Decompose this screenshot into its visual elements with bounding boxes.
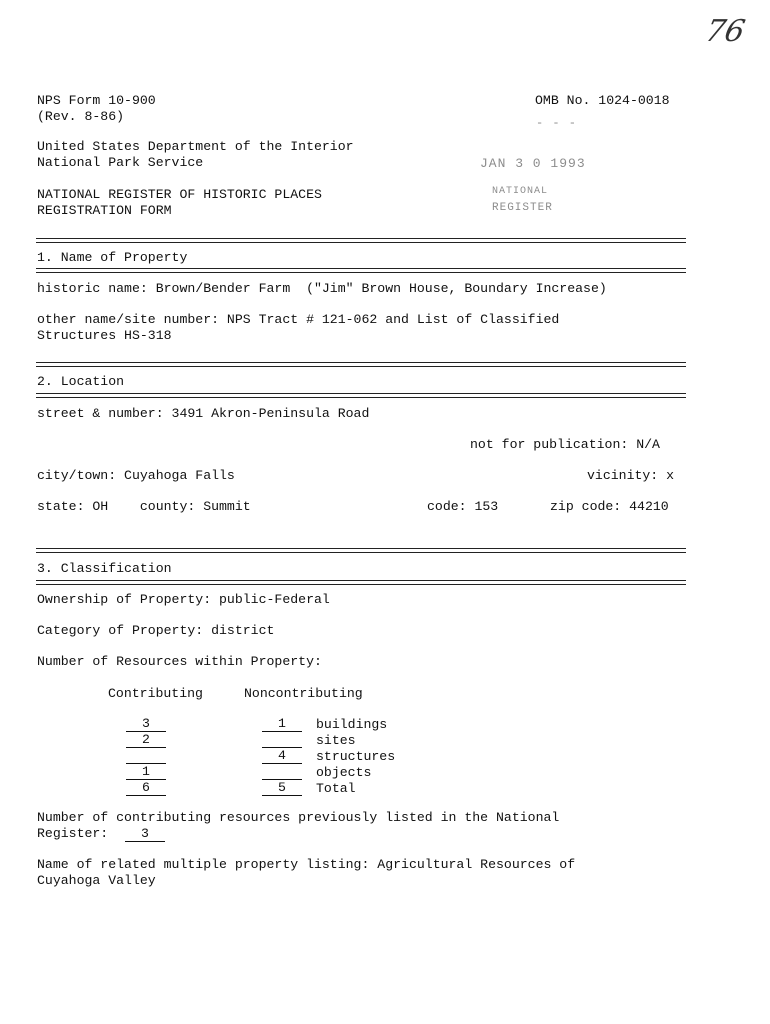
stamp-register: REGISTER xyxy=(492,202,553,214)
related-listing-line-1: Name of related multiple property listing: Agricultural Resources of xyxy=(37,857,576,872)
number-of-resources: Number of Resources within Property: xyxy=(37,654,322,669)
other-name-line-1: other name/site number: NPS Tract # 121-062 and List of Classified xyxy=(37,312,560,327)
historic-name: historic name: Brown/Bender Farm ("Jim" Brown House, Boundary Increase) xyxy=(37,281,607,296)
noncontributing-total: 5 xyxy=(262,780,302,796)
ownership: Ownership of Property: public-Federal xyxy=(37,592,330,607)
vicinity: vicinity: x xyxy=(587,468,675,483)
handwritten-page-number: 76 xyxy=(702,14,748,49)
county-code: code: 153 xyxy=(427,499,499,514)
noncontributing-sites xyxy=(262,732,302,748)
city-town: city/town: Cuyahoga Falls xyxy=(37,468,235,483)
section-rule xyxy=(36,362,686,367)
state-county: state: OH county: Summit xyxy=(37,499,251,514)
resource-label: structures xyxy=(316,749,396,764)
section-rule xyxy=(36,268,686,273)
related-listing-line-2: Cuyahoga Valley xyxy=(37,873,156,888)
contributing-objects: 1 xyxy=(126,764,166,780)
previously-listed-value: 3 xyxy=(125,826,165,842)
section-rule xyxy=(36,238,686,243)
register-title: NATIONAL REGISTER OF HISTORIC PLACES xyxy=(37,187,322,202)
section-rule xyxy=(36,548,686,553)
noncontributing-structures: 4 xyxy=(262,748,302,764)
section-rule xyxy=(36,580,686,585)
section-3-heading: 3. Classification xyxy=(37,561,172,576)
not-for-publication: not for publication: N/A xyxy=(470,437,660,452)
other-name-line-2: Structures HS-318 xyxy=(37,328,172,343)
category: Category of Property: district xyxy=(37,623,275,638)
section-rule xyxy=(36,393,686,398)
zip-code: zip code: 44210 xyxy=(550,499,669,514)
form-title: REGISTRATION FORM xyxy=(37,203,172,218)
contributing-sites: 2 xyxy=(126,732,166,748)
street-address: street & number: 3491 Akron-Peninsula Road xyxy=(37,406,370,421)
resource-label: sites xyxy=(316,733,356,748)
resource-label: Total xyxy=(316,781,356,796)
contributing-buildings: 3 xyxy=(126,716,166,732)
previously-listed-label: Register: xyxy=(37,826,109,841)
resource-label: buildings xyxy=(316,717,388,732)
received-date-stamp: JAN 3 0 1993 xyxy=(480,156,586,171)
form-number: NPS Form 10-900 xyxy=(37,93,156,108)
section-1-heading: 1. Name of Property xyxy=(37,250,188,265)
omb-number: OMB No. 1024-0018 xyxy=(535,93,670,108)
stamp-dash: - - - xyxy=(536,116,578,130)
noncontributing-buildings: 1 xyxy=(262,716,302,732)
section-2-heading: 2. Location xyxy=(37,374,125,389)
col-noncontributing: Noncontributing xyxy=(244,686,363,701)
noncontributing-objects xyxy=(262,764,302,780)
contributing-total: 6 xyxy=(126,780,166,796)
form-revision: (Rev. 8-86) xyxy=(37,109,125,124)
stamp-national: NATIONAL xyxy=(492,186,549,197)
contributing-structures xyxy=(126,748,166,764)
agency: National Park Service xyxy=(37,155,204,170)
col-contributing: Contributing xyxy=(108,686,203,701)
resource-label: objects xyxy=(316,765,372,780)
department: United States Department of the Interior xyxy=(37,139,354,154)
previously-listed-line-1: Number of contributing resources previously listed in the National xyxy=(37,810,560,825)
